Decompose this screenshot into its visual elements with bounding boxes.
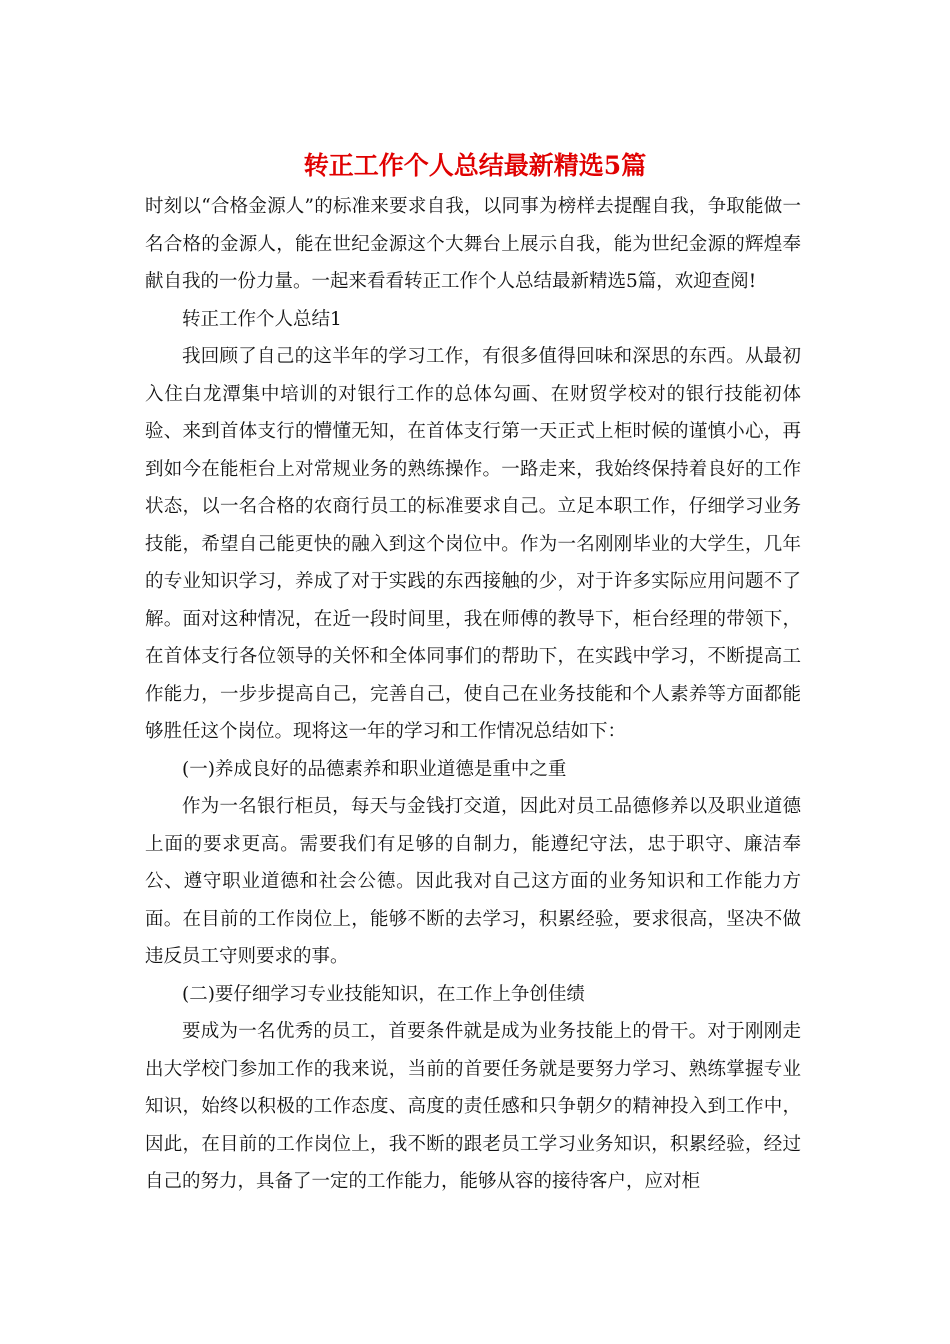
- body-paragraph: 我回顾了自己的这半年的学习工作，有很多值得回味和深思的东西。从最初入住白龙潭集中培训的对银行工作的总体勾画、在财贸学校对的银行技能初体验、来到首体支行的懵懂无知，在首体支行第一天正式上柜时候的谨慎小心，再到如今在能柜台上对常规业务的熟练操作。一路走来，我始终保持着良好的工作状态，以一名合格的农商行员工的标准要求自己。立足本职工作，仔细学习业务技能，希望自己能更快的融入到这个岗位中。作为一名刚刚毕业的大学生，几年的专业知识学习，养成了对于实践的东西接触的少，对于许多实际应用问题不了解。面对这种情况，在近一段时间里，我在师傅的教导下，柜台经理的带领下，在首体支行各位领导的关怀和全体同事们的帮助下，在实践中学习，不断提高工作能力，一步步提高自己，完善自己，使自己在业务技能和个人素养等方面都能够胜任这个岗位。现将这一年的学习和工作情况总结如下：: [145, 346, 801, 742]
- intro-paragraph: 时刻以“合格金源人”的标准来要求自我，以同事为榜样去提醒自我，争取能做一名合格的金源人，能在世纪金源这个大舞台上展示自我，能为世纪金源的辉煌奉献自我的一份力量。一起来看看转正工作个人总结最新精选5篇，欢迎查阅!: [145, 196, 801, 292]
- document-title: 转正工作个人总结最新精选5篇: [303, 151, 647, 180]
- subheading: (一)养成良好的品德素养和职业道德是重中之重: [182, 758, 567, 780]
- body-paragraph: 要成为一名优秀的员工，首要条件就是成为业务技能上的骨干。对于刚刚走出大学校门参加工作的我来说，当前的首要任务就是要努力学习、熟练掌握专业知识，始终以积极的工作态度、高度的责任感和只争朝夕的精神投入到工作中，因此，在目前的工作岗位上，我不断的跟老员工学习业务知识，积累经验，经过自己的努力，具备了一定的工作能力，能够从容的接待客户，应对柜: [145, 1021, 801, 1192]
- body-paragraph: 作为一名银行柜员，每天与金钱打交道，因此对员工品德修养以及职业道德上面的要求更高。需要我们有足够的自制力，能遵纪守法，忠于职守、廉洁奉公、遵守职业道德和社会公德。因此我对自己这方面的业务知识和工作能力方面。在目前的工作岗位上，能够不断的去学习，积累经验，要求很高，坚决不做违反员工守则要求的事。: [145, 796, 801, 967]
- subheading: (二)要仔细学习专业技能知识，在工作上争创佳绩: [182, 983, 585, 1005]
- document-body: [145, 188, 801, 1201]
- section-heading: 转正工作个人总结1: [182, 308, 342, 330]
